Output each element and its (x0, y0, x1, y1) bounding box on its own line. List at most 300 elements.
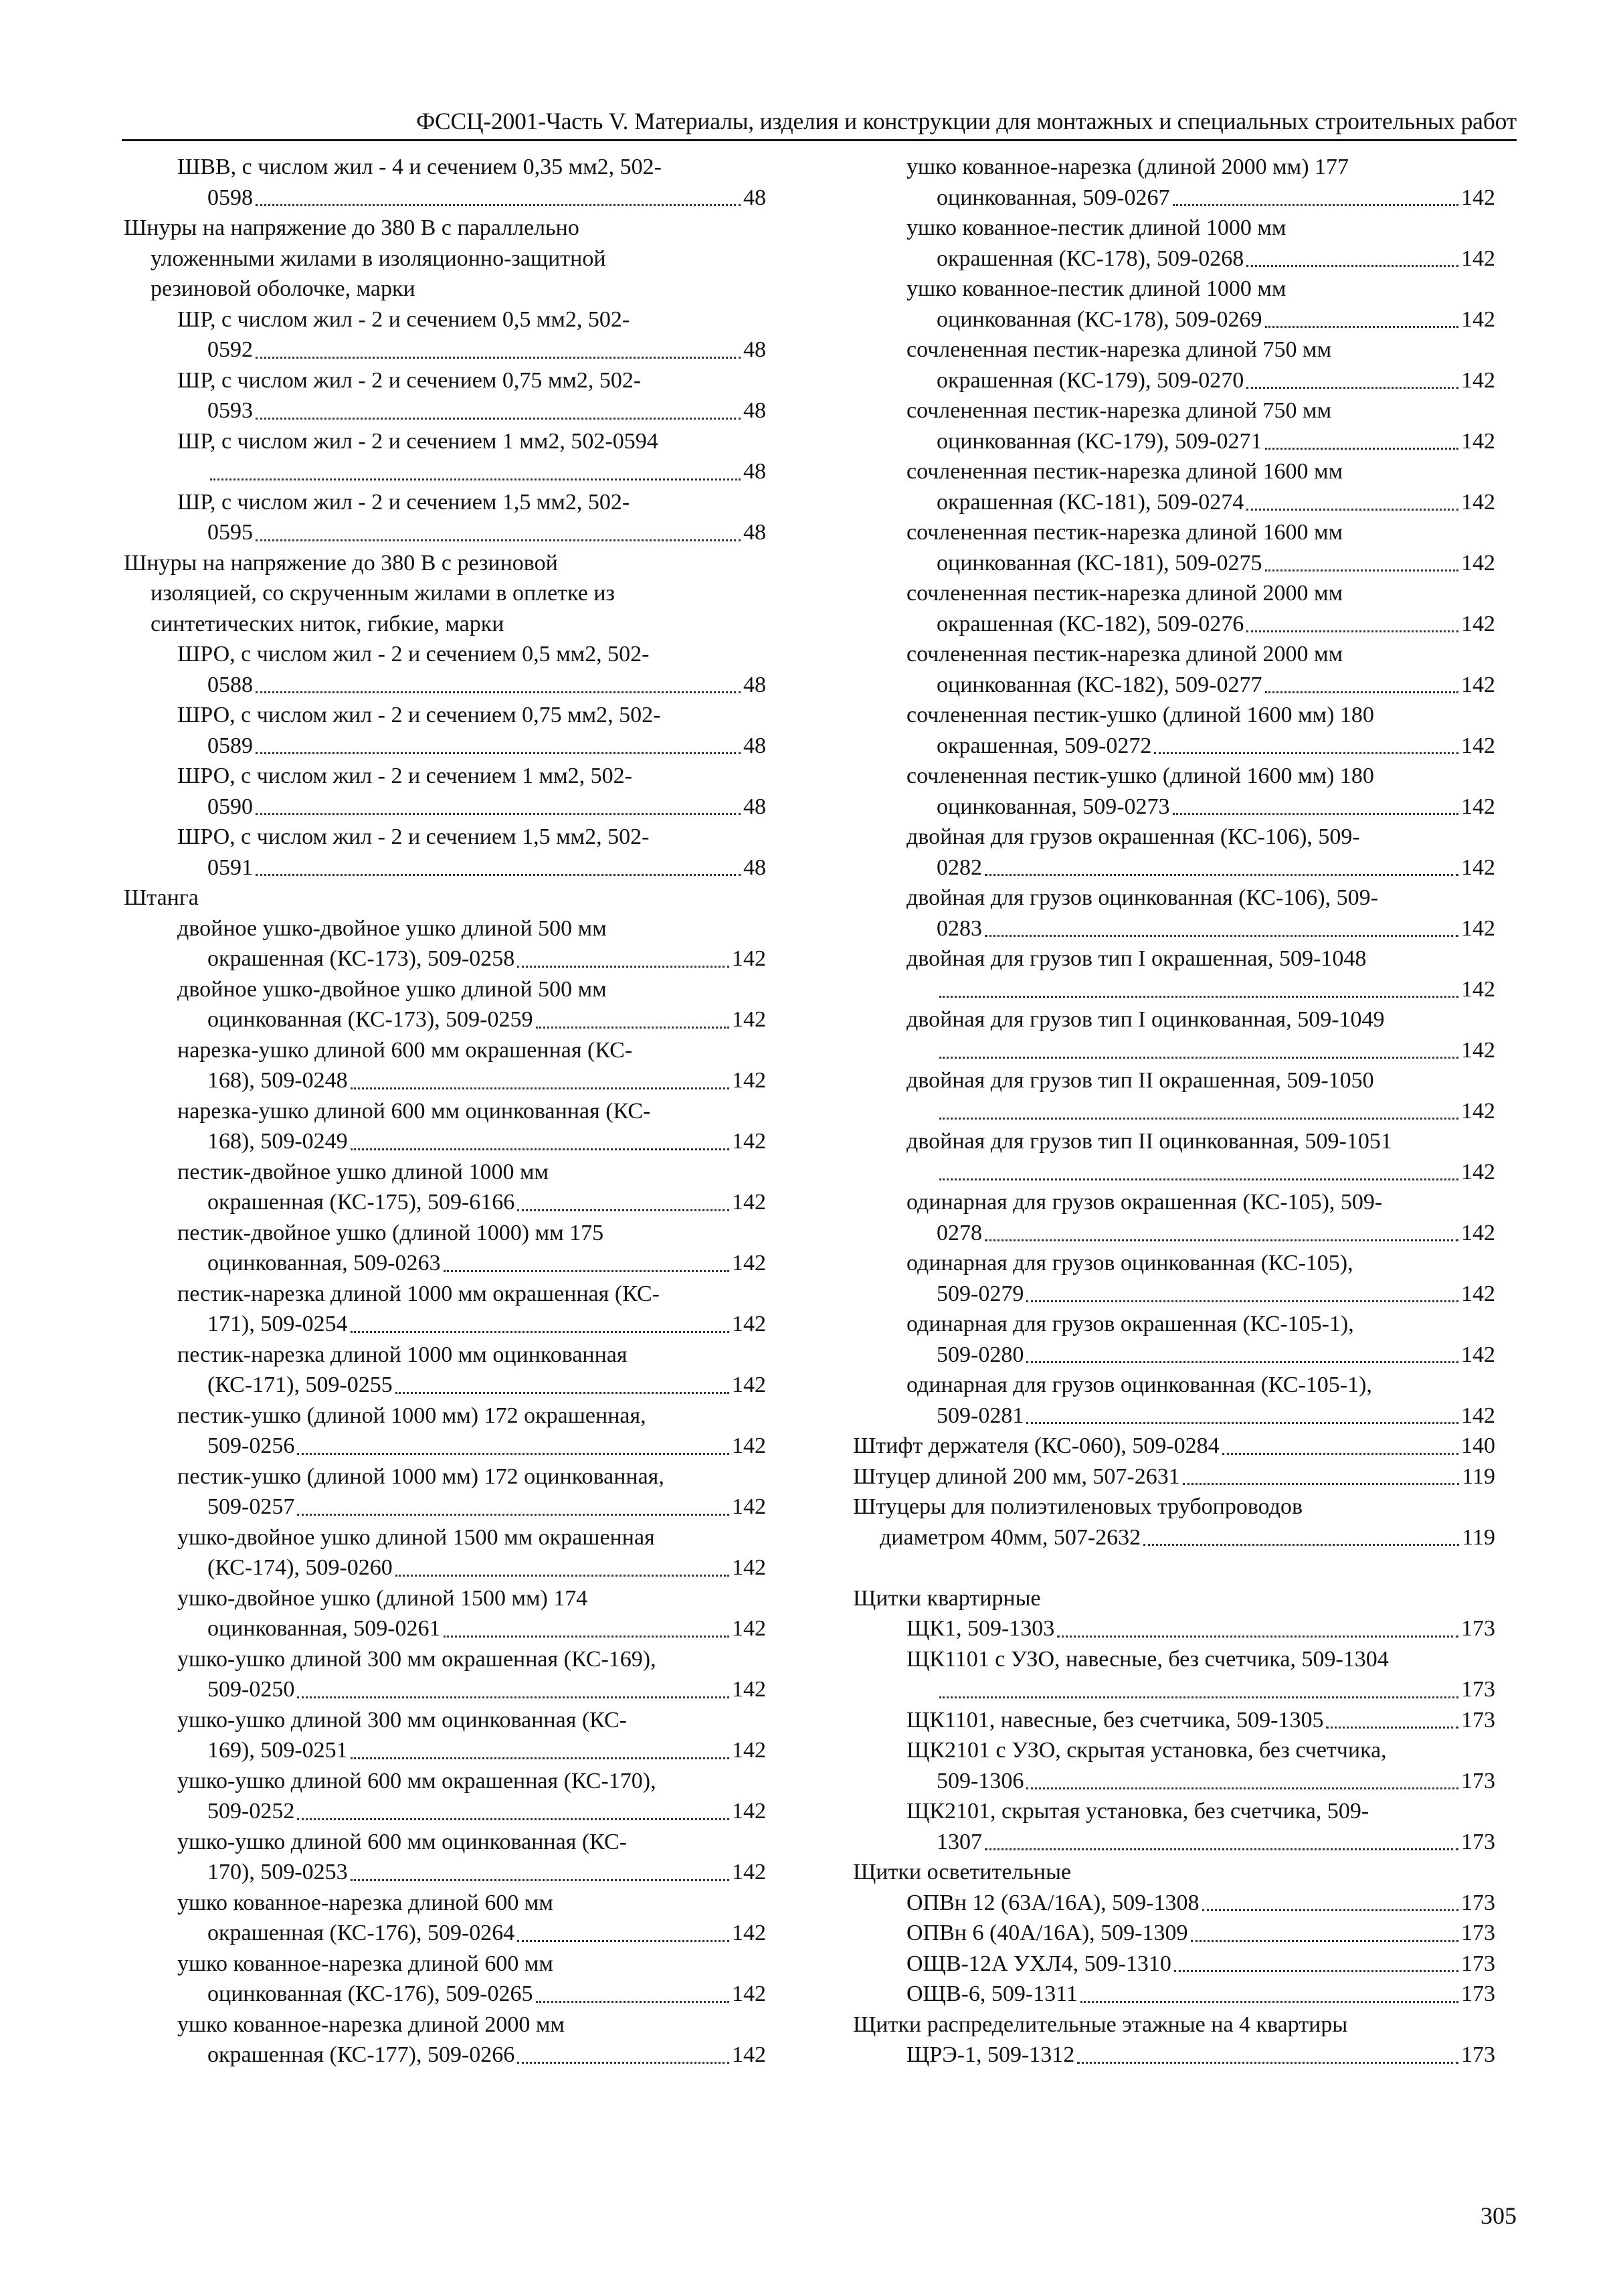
entry-text: ШР, с числом жил - 2 и сечением 0,75 мм2, 502- (177, 367, 642, 393)
index-entry (124, 1918, 766, 1949)
dot-leader (939, 1118, 1458, 1120)
index-entry (124, 609, 766, 640)
entry-page-ref: 142 (1461, 794, 1495, 819)
index-entry (853, 1644, 1495, 1675)
entry-page-ref: 48 (743, 672, 766, 697)
entry-text: оцинкованная (КС-181), 509-0275 (937, 550, 1262, 576)
dot-leader (1026, 1422, 1458, 1424)
dot-leader (985, 1239, 1458, 1241)
dot-leader (1143, 1544, 1459, 1546)
entry-text: ушко-двойное ушко (длиной 1500 мм) 174 (177, 1585, 588, 1611)
index-entry (853, 1035, 1495, 1066)
index-entry (853, 1979, 1495, 2010)
entry-page-ref: 142 (732, 1799, 766, 1824)
entry-text: ушко-ушко длиной 300 мм оцинкованная (КС- (177, 1707, 627, 1733)
entry-text: 0589 (207, 733, 253, 758)
dot-leader (1173, 813, 1458, 815)
entry-page-ref: 48 (743, 733, 766, 758)
entry-page-ref: 142 (1461, 246, 1495, 271)
index-entry (124, 456, 766, 487)
entry-page-ref: 142 (1461, 1220, 1495, 1245)
entry-text: ЩК2101, скрытая установка, без счетчика, 509- (907, 1799, 1369, 1824)
index-entry (124, 426, 766, 457)
index-entry (124, 183, 766, 213)
dot-leader (256, 752, 741, 754)
entry-text: синтетических ниток, гибкие, марки (151, 611, 504, 636)
index-entry (124, 913, 766, 944)
entry-page-ref: 142 (732, 946, 766, 971)
entry-page-ref: 48 (743, 337, 766, 362)
entry-text: ушко кованное-нарезка длиной 2000 мм (177, 2012, 565, 2037)
entry-text: оцинкованная (КС-179), 509-0271 (937, 428, 1262, 454)
entry-page-ref: 142 (1461, 1037, 1495, 1063)
index-entry (853, 1613, 1495, 1644)
index-entry (124, 1553, 766, 1583)
dot-leader (985, 1848, 1458, 1850)
index-entry (853, 456, 1495, 487)
entry-text: оцинкованная, 509-0263 (207, 1251, 441, 1275)
dot-leader (536, 2001, 730, 2003)
index-entry (124, 822, 766, 853)
entry-text: 509-0252 (207, 1799, 295, 1824)
dot-leader (1077, 2062, 1458, 2064)
entry-page-ref: 173 (1461, 1768, 1495, 1793)
dot-leader (444, 1270, 729, 1272)
entry-text: 509-0250 (207, 1677, 295, 1702)
index-entry (124, 2010, 766, 2040)
index-entry (853, 1248, 1495, 1279)
entry-page-ref: 119 (1462, 1464, 1495, 1489)
entry-page-ref: 142 (1461, 733, 1495, 758)
entry-page-ref: 142 (1461, 185, 1495, 210)
dot-leader (256, 539, 741, 541)
entry-text: ЩК1, 509-1303 (907, 1616, 1055, 1641)
entry-text: сочлененная пестик-нарезка длиной 1600 мм (907, 520, 1343, 545)
index-heading (124, 548, 766, 579)
entry-text: ШР, с числом жил - 2 и сечением 0,5 мм2, 502- (177, 306, 630, 332)
entry-page-ref: 142 (732, 1373, 766, 1397)
index-entry (853, 670, 1495, 701)
index-entry (124, 517, 766, 548)
dot-leader (1080, 2001, 1458, 2003)
entry-page-ref: 173 (1461, 1951, 1495, 1976)
entry-text: Шнуры на напряжение до 380 В с резиновой (124, 550, 558, 576)
entry-text: сочлененная пестик-ушко (длиной 1600 мм) 180 (907, 703, 1374, 727)
entry-text: оцинкованная, 509-0261 (207, 1616, 441, 1641)
index-entry (853, 2040, 1495, 2070)
index-entry (853, 426, 1495, 457)
entry-text: сочлененная пестик-нарезка длиной 750 мм (907, 398, 1332, 423)
entry-page-ref: 142 (732, 1251, 766, 1275)
entry-page-ref: 142 (1461, 1403, 1495, 1428)
entry-page-ref: 173 (1461, 1921, 1495, 1945)
entry-text: ШР, с числом жил - 2 и сечением 1,5 мм2, 502- (177, 489, 630, 515)
entry-text: 509-0257 (207, 1494, 295, 1519)
index-entry (124, 304, 766, 335)
entry-text: ШВВ, с числом жил - 4 и сечением 0,35 мм2, 502- (177, 155, 662, 179)
index-entry (124, 1462, 766, 1492)
entry-page-ref: 142 (1461, 306, 1495, 332)
entry-text: окрашенная (КС-176), 509-0264 (207, 1921, 515, 1945)
entry-text: одинарная для грузов окрашенная (КС-105), 509- (907, 1190, 1383, 1215)
index-entry (124, 1979, 766, 2010)
entry-text: ЩК2101 с УЗО, скрытая установка, без счетчика, (907, 1738, 1387, 1763)
entry-text: 0591 (207, 855, 253, 880)
index-entry (853, 1827, 1495, 1858)
entry-page-ref: 48 (743, 459, 766, 484)
index-entry (853, 1065, 1495, 1096)
dot-leader (517, 966, 729, 968)
index-heading (124, 213, 766, 244)
index-entry (853, 853, 1495, 883)
index-entry (853, 1370, 1495, 1401)
index-entry (853, 304, 1495, 335)
entry-text: уложенными жилами в изоляционно-защитной (151, 246, 606, 271)
entry-text: двойная для грузов тип II окрашенная, 509-1050 (907, 1068, 1374, 1093)
index-entry (124, 974, 766, 1005)
index-entry (853, 822, 1495, 853)
entry-page-ref: 142 (732, 1738, 766, 1763)
index-entry (124, 1766, 766, 1797)
entry-page-ref: 142 (732, 1433, 766, 1458)
index-entry (124, 1857, 766, 1888)
header-title: ФССЦ-2001-Часть V. Материалы, изделия и конструкции для монтажных и специальных строительных работ (416, 108, 1517, 135)
entry-text: нарезка-ушко длиной 600 мм оцинкованная (КС- (177, 1098, 651, 1124)
index-entry (124, 1370, 766, 1401)
index-heading (853, 2010, 1495, 2040)
index-entry (853, 974, 1495, 1005)
entry-page-ref: 142 (732, 1068, 766, 1093)
dot-leader (1326, 1727, 1458, 1729)
entry-page-ref: 142 (1461, 1098, 1495, 1124)
entry-text: ушко кованное-пестик длиной 1000 мм (907, 276, 1286, 301)
entry-text: оцинкованная (КС-182), 509-0277 (937, 672, 1262, 697)
index-entry (124, 670, 766, 701)
dot-leader (351, 1148, 729, 1150)
entry-text: 509-0281 (937, 1403, 1024, 1428)
entry-page-ref: 119 (1462, 1524, 1495, 1550)
index-heading (853, 1583, 1495, 1614)
entry-text: окрашенная (КС-182), 509-0276 (937, 611, 1244, 636)
index-entry (124, 1522, 766, 1553)
entry-page-ref: 142 (732, 1921, 766, 1945)
index-entry (124, 1644, 766, 1675)
entry-text: ШРО, с числом жил - 2 и сечением 0,75 мм2, 502- (177, 703, 661, 727)
entry-text: одинарная для грузов окрашенная (КС-105-1), (907, 1312, 1354, 1336)
index-entry (124, 1735, 766, 1766)
entry-page-ref: 142 (1461, 550, 1495, 576)
entry-page-ref: 140 (1461, 1433, 1495, 1458)
dot-leader (256, 813, 741, 815)
entry-text: 168), 509-0248 (207, 1068, 348, 1093)
entry-text: ушко-ушко длиной 600 мм оцинкованная (КС- (177, 1829, 627, 1854)
entry-text: Щитки квартирные (853, 1585, 1041, 1611)
entry-page-ref: 173 (1461, 1616, 1495, 1641)
entry-page-ref: 142 (732, 1616, 766, 1641)
dot-leader (1246, 387, 1458, 389)
entry-text: окрашенная (КС-177), 509-0266 (207, 2042, 515, 2067)
index-entry (124, 1796, 766, 1827)
entry-page-ref: 142 (732, 1007, 766, 1032)
entry-page-ref: 142 (1461, 915, 1495, 941)
index-entry (853, 1279, 1495, 1310)
entry-text: диаметром 40мм, 507-2632 (880, 1524, 1141, 1550)
index-entry (853, 1918, 1495, 1949)
dot-leader (1026, 1361, 1458, 1363)
index-entry (853, 731, 1495, 762)
entry-text: окрашенная (КС-181), 509-0274 (937, 489, 1244, 515)
index-entry (124, 1613, 766, 1644)
dot-leader (297, 1818, 729, 1820)
entry-text: ЩРЭ-1, 509-1312 (907, 2042, 1075, 2067)
index-entry (124, 1248, 766, 1279)
entry-page-ref: 48 (743, 398, 766, 423)
entry-text: нарезка-ушко длиной 600 мм окрашенная (КС- (177, 1037, 633, 1063)
index-entry (853, 883, 1495, 913)
entry-page-ref: 173 (1461, 1677, 1495, 1702)
entry-text: ОПВн 12 (63А/16А), 509-1308 (907, 1890, 1200, 1915)
entry-text: (КС-174), 509-0260 (207, 1555, 393, 1580)
dot-leader (1183, 1483, 1460, 1485)
index-entry (853, 183, 1495, 213)
entry-text: ОЩВ-12А УХЛ4, 509-1310 (907, 1951, 1171, 1976)
index-entry (853, 913, 1495, 944)
dot-leader (985, 935, 1458, 937)
dot-leader (1026, 1787, 1458, 1789)
dot-leader (939, 1057, 1458, 1059)
entry-text: 168), 509-0249 (207, 1129, 348, 1154)
index-heading (853, 1462, 1495, 1492)
index-entry (853, 1126, 1495, 1157)
entry-page-ref: 142 (1461, 489, 1495, 515)
dot-leader (1154, 752, 1458, 754)
entry-text: сочлененная пестик-нарезка длиной 750 мм (907, 337, 1332, 362)
entry-page-ref: 142 (1461, 367, 1495, 393)
running-header (122, 102, 1517, 141)
index-entry (124, 1279, 766, 1310)
dot-leader (517, 1209, 729, 1211)
dot-leader (1191, 1940, 1458, 1942)
entry-page-ref: 173 (1461, 1707, 1495, 1733)
entry-text: ушко-ушко длиной 300 мм окрашенная (КС-169), (177, 1646, 656, 1672)
index-entry (124, 152, 766, 183)
entry-text: 0595 (207, 520, 253, 545)
index-entry (853, 1705, 1495, 1736)
index-entry (853, 365, 1495, 396)
index-entry (124, 2040, 766, 2070)
dot-leader (256, 357, 741, 359)
entry-page-ref: 142 (1461, 855, 1495, 880)
index-entry (853, 548, 1495, 579)
index-entry (124, 1583, 766, 1614)
entry-text: 170), 509-0253 (207, 1860, 348, 1884)
index-entry (124, 1065, 766, 1096)
entry-text: ШРО, с числом жил - 2 и сечением 1,5 мм2, 502- (177, 824, 650, 849)
index-entry (124, 578, 766, 609)
entry-text: двойная для грузов тип I окрашенная, 509-1048 (907, 946, 1367, 971)
entry-text: 0278 (937, 1220, 982, 1245)
entry-text: Штанга (124, 885, 199, 910)
dot-leader (395, 1575, 729, 1577)
index-entry (124, 1035, 766, 1066)
entry-page-ref: 142 (1461, 1342, 1495, 1367)
entry-text: ушко кованное-нарезка длиной 600 мм (177, 1890, 553, 1915)
entry-text: оцинкованная (КС-178), 509-0269 (937, 306, 1262, 332)
index-heading (853, 1431, 1495, 1462)
index-entry (124, 274, 766, 304)
entry-text: окрашенная (КС-175), 509-6166 (207, 1190, 515, 1215)
dot-leader (1265, 691, 1459, 693)
dot-leader (517, 1940, 729, 1942)
index-column-right (853, 152, 1495, 2070)
index-entry (853, 1340, 1495, 1371)
index-heading (853, 1857, 1495, 1888)
entry-text: (КС-171), 509-0255 (207, 1373, 393, 1397)
entry-page-ref: 142 (1461, 611, 1495, 636)
entry-page-ref: 142 (1461, 1159, 1495, 1184)
entry-text: одинарная для грузов оцинкованная (КС-105), (907, 1251, 1353, 1275)
entry-page-ref: 173 (1461, 2042, 1495, 2067)
index-entry (124, 1126, 766, 1157)
entry-text: ушко кованное-пестик длиной 1000 мм (907, 215, 1286, 240)
entry-text: окрашенная, 509-0272 (937, 733, 1152, 758)
index-entry (853, 487, 1495, 518)
index-entry (853, 792, 1495, 822)
dot-leader (1265, 448, 1459, 450)
index-entry (124, 944, 766, 974)
entry-text: двойная для грузов тип II оцинкованная, 509-1051 (907, 1129, 1392, 1154)
index-entry (853, 609, 1495, 640)
entry-text: пестик-ушко (длиной 1000 мм) 172 оцинкованная, (177, 1464, 664, 1489)
index-entry (124, 853, 766, 883)
entry-page-ref: 142 (732, 1129, 766, 1154)
entry-text: 0593 (207, 398, 253, 423)
index-entry (124, 1827, 766, 1858)
dot-leader (351, 1879, 729, 1881)
entry-text: Шнуры на напряжение до 380 В с параллельно (124, 215, 579, 240)
entry-text: оцинкованная (КС-176), 509-0265 (207, 1981, 533, 2006)
entry-text: пестик-двойное ушко (длиной 1000) мм 175 (177, 1220, 604, 1245)
dot-leader (1246, 630, 1458, 632)
entry-text: 509-0280 (937, 1342, 1024, 1367)
index-entry (853, 1674, 1495, 1705)
entry-text: ШРО, с числом жил - 2 и сечением 1 мм2, 502- (177, 764, 632, 788)
entry-text: 169), 509-0251 (207, 1738, 348, 1763)
dot-leader (444, 1636, 729, 1638)
entry-page-ref: 173 (1461, 1981, 1495, 2006)
entry-text: Щитки распределительные этажные на 4 квартиры (853, 2012, 1348, 2037)
index-entry (124, 731, 766, 762)
index-entry (124, 365, 766, 396)
dot-leader (256, 204, 741, 206)
entry-text: Штуцеры для полиэтиленовых трубопроводов (853, 1494, 1303, 1519)
index-entry (124, 1674, 766, 1705)
entry-text: ушко-двойное ушко длиной 1500 мм окрашенная (177, 1524, 655, 1550)
entry-page-ref: 142 (1461, 672, 1495, 697)
dot-leader (256, 418, 741, 420)
entry-text: 509-1306 (937, 1768, 1024, 1793)
index-entry (853, 152, 1495, 183)
dot-leader (395, 1392, 729, 1394)
entry-text: двойное ушко-двойное ушко длиной 500 мм (177, 976, 607, 1002)
dot-leader (939, 1696, 1458, 1698)
index-entry (853, 1218, 1495, 1249)
entry-text: пестик-двойное ушко длиной 1000 мм (177, 1159, 549, 1184)
index-entry (853, 1096, 1495, 1127)
entry-page-ref: 48 (743, 520, 766, 545)
entry-text: сочлененная пестик-нарезка длиной 2000 мм (907, 642, 1343, 667)
entry-text: 509-0256 (207, 1433, 295, 1458)
dot-leader (939, 1178, 1458, 1180)
entry-text: окрашенная (КС-178), 509-0268 (937, 246, 1244, 271)
entry-text: ШР, с числом жил - 2 и сечением 1 мм2, 502-0594 (177, 428, 658, 454)
index-entry (853, 944, 1495, 974)
index-entry (124, 1705, 766, 1736)
entry-page-ref: 173 (1461, 1890, 1495, 1915)
dot-leader (985, 874, 1458, 876)
entry-page-ref: 142 (732, 1555, 766, 1580)
index-entry (124, 1096, 766, 1127)
dot-leader (1173, 204, 1458, 206)
index-entry (124, 1004, 766, 1035)
entry-text: ЩК1101 с УЗО, навесные, без счетчика, 509-1304 (907, 1646, 1389, 1672)
entry-text: 0283 (937, 915, 982, 941)
index-entry (853, 1766, 1495, 1797)
entry-page-ref: 142 (1461, 428, 1495, 454)
index-entry (853, 517, 1495, 548)
dot-leader (351, 1331, 729, 1333)
entry-page-ref: 142 (732, 1860, 766, 1884)
dot-leader (1265, 326, 1459, 328)
dot-leader (1265, 569, 1459, 571)
entry-page-ref: 142 (1461, 1281, 1495, 1306)
entry-page-ref: 48 (743, 855, 766, 880)
index-entry (124, 1340, 766, 1371)
dot-leader (517, 2062, 729, 2064)
index-entry (124, 395, 766, 426)
entry-text: изоляцией, со скрученным жилами в оплетке из (151, 581, 615, 606)
index-entry (853, 578, 1495, 609)
entry-text: двойная для грузов окрашенная (КС-106), 509- (907, 824, 1360, 849)
entry-page-ref: 142 (732, 1981, 766, 2006)
entry-text: пестик-ушко (длиной 1000 мм) 172 окрашенная, (177, 1403, 646, 1428)
index-entry (853, 274, 1495, 304)
dot-leader (210, 478, 741, 480)
entry-text: 509-0279 (937, 1281, 1024, 1306)
entry-text: пестик-нарезка длиной 1000 мм окрашенная (КС- (177, 1281, 660, 1306)
entry-text: сочлененная пестик-нарезка длиной 1600 мм (907, 459, 1343, 484)
index-entry (853, 1949, 1495, 1979)
index-entry (853, 1004, 1495, 1035)
entry-text: оцинкованная, 509-0273 (937, 794, 1170, 819)
dot-leader (1222, 1453, 1458, 1455)
dot-leader (939, 996, 1458, 998)
index-entry (124, 487, 766, 518)
entry-text: окрашенная (КС-173), 509-0258 (207, 946, 515, 971)
dot-leader (297, 1453, 729, 1455)
index-entry (124, 639, 766, 670)
entry-text: двойная для грузов тип I оцинкованная, 509-1049 (907, 1007, 1385, 1032)
entry-text: двойная для грузов оцинкованная (КС-106), 509- (907, 885, 1378, 910)
index-entry (853, 1157, 1495, 1188)
dot-leader (1174, 1970, 1458, 1972)
entry-text: 0588 (207, 672, 253, 697)
entry-text: сочлененная пестик-нарезка длиной 2000 мм (907, 581, 1343, 606)
index-entry (853, 1309, 1495, 1340)
index-entry (124, 1309, 766, 1340)
index-entry (853, 395, 1495, 426)
entry-page-ref: 142 (732, 2042, 766, 2067)
